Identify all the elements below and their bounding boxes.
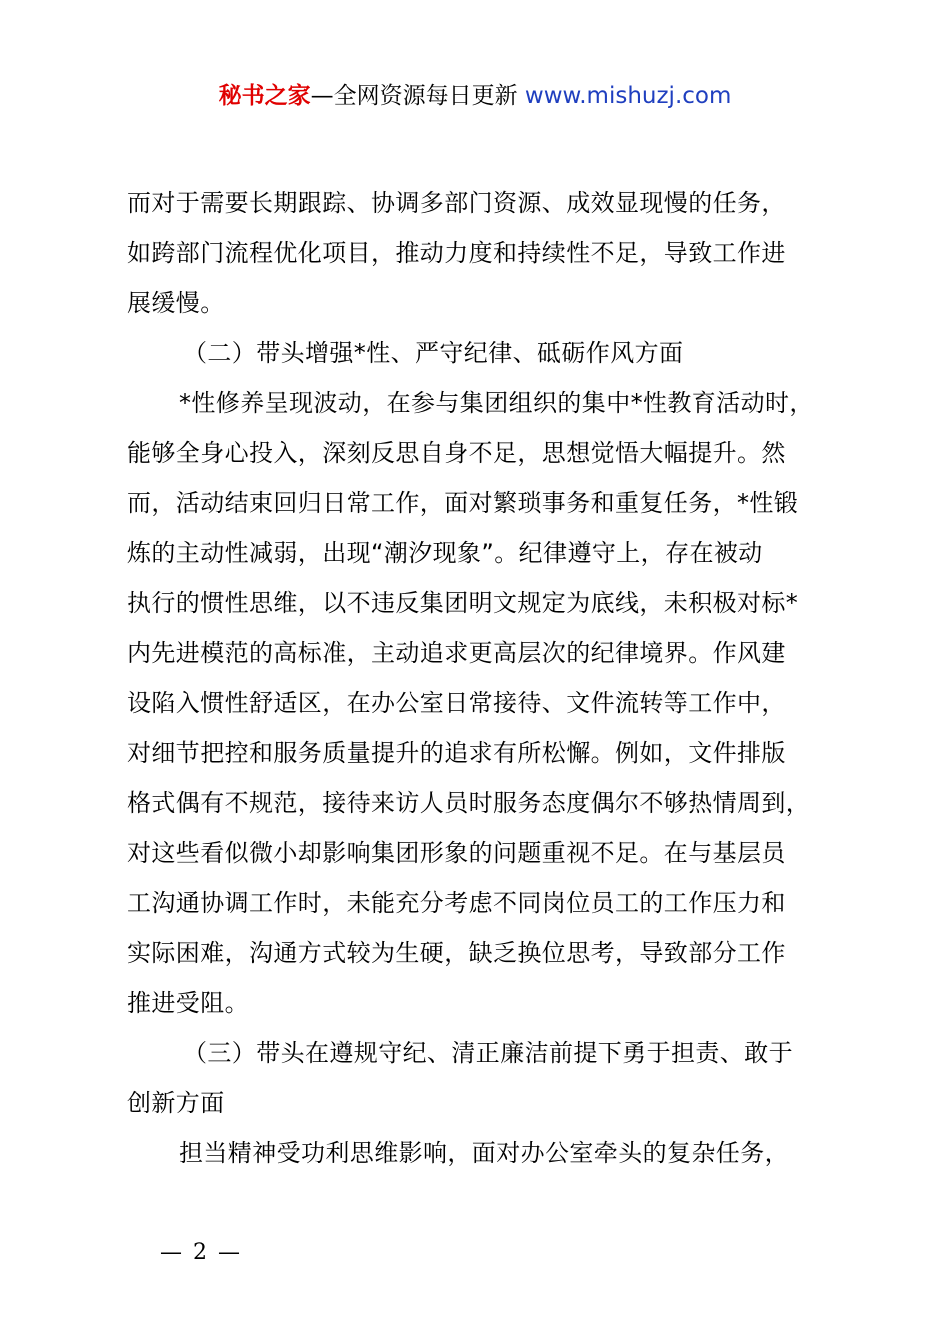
paragraph-line: 设陷入惯性舒适区，在办公室日常接待、文件流转等工作中， bbox=[127, 689, 786, 717]
paragraph-line: 内先进模范的高标准，主动追求更高层次的纪律境界。作风建 bbox=[127, 639, 786, 667]
paragraph-line: 格式偶有不规范，接待来访人员时服务态度偶尔不够热情周到， bbox=[127, 789, 811, 817]
paragraph-line: 实际困难，沟通方式较为生硬，缺乏换位思考，导致部分工作 bbox=[127, 939, 786, 967]
paragraph-line: 担当精神受功利思维影响，面对办公室牵头的复杂任务， bbox=[179, 1139, 789, 1167]
paragraph-line: 执行的惯性思维，以不违反集团明文规定为底线，未积极对标* bbox=[127, 589, 799, 617]
site-brand: 秘书之家 bbox=[218, 83, 311, 109]
site-header bbox=[0, 80, 950, 112]
paragraph-line: 而，活动结束回归日常工作，面对繁琐事务和重复任务，*性锻 bbox=[127, 489, 799, 517]
section-heading: （三）带头在遵规守纪、清正廉洁前提下勇于担责、敢于 bbox=[183, 1039, 793, 1067]
section-heading-continued: 创新方面 bbox=[127, 1089, 225, 1117]
paragraph-line: 炼的主动性减弱，出现“潮汐现象”。纪律遵守上，存在被动 bbox=[127, 539, 763, 567]
paragraph-line: 如跨部门流程优化项目，推动力度和持续性不足，导致工作进 bbox=[127, 239, 786, 267]
paragraph-line: 展缓慢。 bbox=[127, 289, 225, 317]
paragraph-line: 能够全身心投入，深刻反思自身不足，思想觉悟大幅提升。然 bbox=[127, 439, 786, 467]
site-tagline: —全网资源每日更新 bbox=[310, 83, 525, 109]
page-number: — 2 — bbox=[160, 1240, 242, 1265]
paragraph-line: 对这些看似微小却影响集团形象的问题重视不足。在与基层员 bbox=[127, 839, 786, 867]
paragraph-line: 推进受阻。 bbox=[127, 989, 249, 1017]
site-url-link[interactable]: www.mishuzj.com bbox=[524, 83, 732, 109]
paragraph-line: 工沟通协调工作时，未能充分考虑不同岗位员工的工作压力和 bbox=[127, 889, 786, 917]
section-heading: （二）带头增强*性、严守纪律、砥砺作风方面 bbox=[183, 339, 684, 367]
paragraph-line: 对细节把控和服务质量提升的追求有所松懈。例如，文件排版 bbox=[127, 739, 786, 767]
paragraph-line: *性修养呈现波动，在参与集团组织的集中*性教育活动时， bbox=[179, 389, 814, 417]
paragraph-line: 而对于需要长期跟踪、协调多部门资源、成效显现慢的任务， bbox=[127, 189, 786, 217]
document-body bbox=[127, 178, 837, 1178]
